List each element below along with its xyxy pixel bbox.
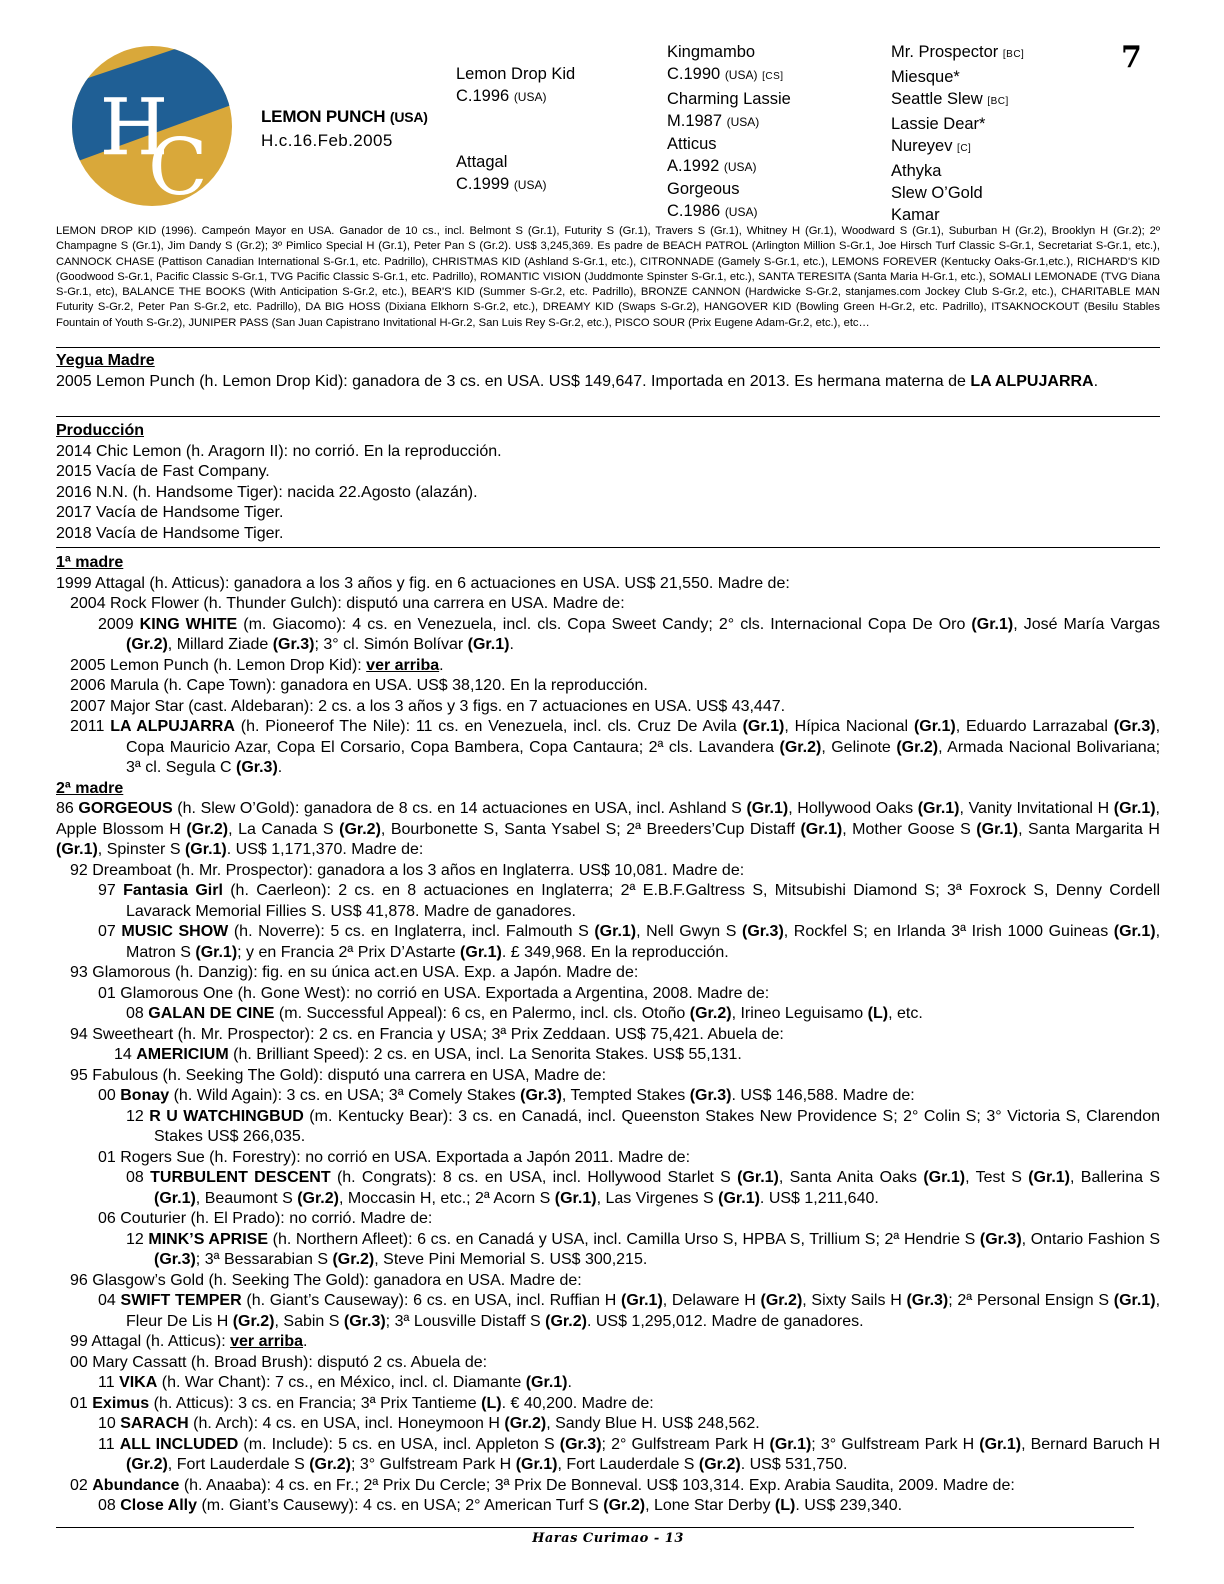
- divider: [56, 347, 1160, 348]
- produccion-section: [56, 421, 1160, 544]
- list-item: 99 Attagal (h. Atticus): ver arriba.: [70, 1333, 308, 1350]
- list-item: 11 VIKA (h. War Chant): 7 cs., en México, incl. cl. Diamante (Gr.1).: [98, 1374, 572, 1391]
- list-item: 01 Rogers Sue (h. Forestry): no corrió en USA. Exportada a Japón 2011. Madre de:: [98, 1148, 691, 1166]
- list-item: 06 Couturier (h. El Prado): no corrió. Madre de:: [98, 1210, 433, 1227]
- catalog-page: [56, 0, 1160, 1584]
- list-item: 95 Fabulous (h. Seeking The Gold): disputó una carrera en USA, Madre de:: [70, 1066, 607, 1084]
- sire-summary: LEMON DROP KID (1996). Campeón Mayor en USA. Ganador de 10 cs., incl. Belmont S (Gr.1), Futurity S (Gr.1), Travers S (Gr.1), Whitney H (Gr.1), Woodward S (Gr.1), Suburban H (Gr.2), Brooklyn H (Gr.2); 2º Champagne S (Gr.1), Jim Dandy S (Gr.2); 3º Pimlico Special H (Gr.1), Peter Pan S (Gr.2). US$ 3,245,369. Es padre de BEACH PATROL (Arlington Million S-Gr.1, Joe Hirsch Turf Classic S-Gr.1, Secretariat S-Gr.1, etc.), CANNOCK CHASE (Pattison Canadian International S-Gr.1, etc. Padrillo), CHRISTMAS KID (Ashland S-Gr.1, etc.), CITRONNADE (Gamely S-Gr.1, etc.), LEMONS FOREVER (Kentucky Oaks-Gr.1,etc.), RICHARD'S KID (Goodwood S-Gr.1, Pacific Classic S-Gr.1, TVG Pacific Classic S-Gr.1, etc. Padrillo), ROMANTIC VISION (Juddmonte Spinster S-Gr.1, etc.), SANTA TERESITA (Santa Maria H-Gr.1, etc.), SOMALI LEMONADE (TVG Diana S-Gr.1, etc), BALANCE THE BOOKS (With Anticipation S-Gr.2, etc.), BEAR'S KID (Summer S-Gr.2, etc. Padrillo), BRONZE CANNON (Hardwicke S-Gr.2, stanjames.com Jockey Club S-Gr.2, etc.), CHARITABLE MAN Futurity S-Gr.2, Peter Pan S-Gr.2, etc. Padrillo), DA BIG HOSS (Dixiana Elkhorn S-Gr.2, etc.), DREAMY KID (Swaps S-Gr.2), HANGOVER KID (Bowling Green H-Gr.2, etc. Padrillo), ITSAKNOCKOUT (Besilu Stables Fountain of Youth S-Gr.2), JUNIPER PASS (San Juan Capistrano Invitational H-Gr.2, San Luis Rey S-Gr.2, etc.), PISCO SOUR (Prix Eugene Adam-Gr.2, etc.), etc…: [56, 225, 1160, 329]
- horse-description: H.c.16.Feb.2005: [261, 131, 393, 150]
- footer-divider: [56, 1527, 1134, 1528]
- list-item: 1999 Attagal (h. Atticus): ganadora a los 3 años y fig. en 6 actuaciones en USA. US$ 21,550. Madre de:: [56, 574, 790, 592]
- section-heading: 1ª madre: [56, 554, 124, 571]
- list-item: 94 Sweetheart (h. Mr. Prospector): 2 cs. en Francia y USA; 3ª Prix Zeddaan. US$ 75,421. Abuela de:: [70, 1025, 784, 1043]
- list-item: 2018 Vacía de Handsome Tiger.: [56, 524, 284, 542]
- list-item: 01 Eximus (h. Atticus): 3 cs. en Francia; 3ª Prix Tantieme (L). € 40,200. Madre de:: [70, 1394, 654, 1412]
- list-item: 10 SARACH (h. Arch): 4 cs. en USA, incl. Honeymoon H (Gr.2), Sandy Blue H. US$ 248,562.: [98, 1415, 760, 1432]
- pedigree-grandparents: Kingmambo C.1990 (USA) [CS] Charming Lassie M.1987 (USA) Atticus A.1992 (USA) Gorgeous C.1986 (USA): [667, 43, 791, 220]
- list-item: 08 GALAN DE CINE (m. Successful Appeal): 6 cs, en Palermo, incl. cls. Otoño (Gr.2), Irineo Leguisamo (L), etc.: [126, 1005, 923, 1022]
- pedigree-great-grandparents: Mr. Prospector [BC] Miesque* Seattle Slew [BC] Lassie Dear* Nureyev [C] Athyka Slew O’Gold Kamar: [891, 43, 1025, 224]
- list-item: 2004 Rock Flower (h. Thunder Gulch): disputó una carrera en USA. Madre de:: [70, 595, 625, 612]
- svg-text:C: C: [148, 123, 208, 208]
- list-item: 08 Close Ally (m. Giant’s Causewy): 4 cs. en USA; 2° American Turf S (Gr.2), Lone Star Derby (L). US$ 239,340.: [98, 1497, 903, 1514]
- list-item: 12 MINK’S APRISE (h. Northern Afleet): 6 cs. en Canadá y USA, incl. Camilla Urso S, HPBA S, Trillium S; 2ª Hendrie S (Gr.3), Ontario Fashion S (Gr.3); 3ª Bessarabian S (Gr.2), Steve Pini Memorial S. US$ 300,215.: [126, 1230, 1160, 1268]
- ver-arriba-link: ver arriba: [366, 656, 440, 674]
- madre-section: [56, 553, 1160, 1517]
- list-item: 14 AMERICIUM (h. Brilliant Speed): 2 cs. en USA, incl. La Senorita Stakes. US$ 55,131.: [114, 1046, 742, 1063]
- list-item: 12 R U WATCHINGBUD (m. Kentucky Bear): 3 cs. en Canadá, incl. Queenston Stakes New Providence S; 2° Colin S; 3° Victoria S, Clarendon Stakes US$ 266,035.: [126, 1107, 1160, 1145]
- list-item: 2016 N.N. (h. Handsome Tiger): nacida 22.Agosto (alazán).: [56, 483, 478, 501]
- section-heading: Producción: [56, 422, 145, 439]
- list-item: 00 Mary Cassatt (h. Broad Brush): disputó 2 cs. Abuela de:: [70, 1353, 488, 1371]
- list-item: 2011 LA ALPUJARRA (h. Pioneerof The Nile): 11 cs. en Venezuela, incl. cls. Cruz De Avila (Gr.1), Hípica Nacional (Gr.1), Eduardo Larrazabal (Gr.3), Copa Mauricio Azar, Copa El Corsario, Copa Bambera, Copa Cantaura; 2ª cls. Lavandera (Gr.2), Gelinote (Gr.2), Armada Nacional Bolivariana; 3ª cl. Segula C (Gr.3).: [70, 718, 1161, 776]
- list-item: 07 MUSIC SHOW (h. Noverre): 5 cs. en Inglaterra, incl. Falmouth S (Gr.1), Nell Gwyn S (Gr.3), Rockfel S; en Irlanda 3ª Irish 1000 Guineas (Gr.1), Matron S (Gr.1); y en Francia 2ª Prix D’Astarte (Gr.1). £ 349,968. En la reproducción.: [98, 923, 1161, 961]
- pedigree-sire: Lemon Drop Kid C.1996 (USA): [456, 65, 576, 105]
- section-heading: Yegua Madre: [56, 352, 155, 369]
- divider: [56, 547, 1160, 548]
- list-item: 92 Dreamboat (h. Mr. Prospector): ganadora a los 3 años en Inglaterra. US$ 10,081. Madre de:: [70, 861, 745, 879]
- lot-number: 7: [1121, 40, 1142, 75]
- list-item: 11 ALL INCLUDED (m. Include): 5 cs. en USA, incl. Appleton S (Gr.3); 2° Gulfstream Park H (Gr.1); 3° Gulfstream Park H (Gr.1), Bernard Baruch H (Gr.2), Fort Lauderdale S (Gr.2); 3° Gulfstream Park H (Gr.1), Fort Lauderdale S (Gr.2). US$ 531,750.: [98, 1435, 1160, 1473]
- list-item: 04 SWIFT TEMPER (h. Giant’s Causeway): 6 cs. en USA, incl. Ruffian H (Gr.1), Delaware H (Gr.2), Sixty Sails H (Gr.3); 2ª Personal Ensign S (Gr.1), Fleur De Lis H (Gr.2), Sabin S (Gr.3); 3ª Lousville Distaff S (Gr.2). US$ 1,295,012. Madre de ganadores.: [98, 1292, 1161, 1330]
- list-item: 97 Fantasia Girl (h. Caerleon): 2 cs. en 8 actuaciones en Inglaterra; 2ª E.B.F.Galtress S, Mitsubishi Diamond S; 3ª Foxrock S, Denny Cordell Lavarack Memorial Fillies S. US$ 41,878. Madre de ganadores.: [98, 882, 1160, 920]
- list-item: 86 GORGEOUS (h. Slew O’Gold): ganadora de 8 cs. en 14 actuaciones en USA, incl. Ashland S (Gr.1), Hollywood Oaks (Gr.1), Vanity Invitational H (Gr.1), Apple Blossom H (Gr.2), La Canada S (Gr.2), Bourbonette S, Santa Ysabel S; 2ª Breeders’Cup Distaff (Gr.1), Mother Goose S (Gr.1), Santa Margarita H (Gr.1), Spinster S (Gr.1). US$ 1,171,370. Madre de:: [56, 800, 1160, 858]
- haras-curimao-logo: [70, 44, 234, 208]
- list-item: 2007 Major Star (cast. Aldebaran): 2 cs. a los 3 años y 3 figs. en 7 actuaciones en USA. US$ 43,447.: [70, 697, 786, 715]
- svg-text:H: H: [100, 83, 169, 173]
- page-footer: Haras Curimao - 13: [532, 1531, 684, 1546]
- yegua-madre-section: Yegua Madre 2005 Lemon Punch (h. Lemon Drop Kid): ganadora de 3 cs. en USA. US$ 149,647. Importada en 2013. Es hermana materna de LA ALPUJARRA.: [56, 351, 1160, 392]
- list-item: 02 Abundance (h. Anaaba): 4 cs. en Fr.; 2ª Prix Du Cercle; 3ª Prix De Bonneval. US$ 103,314. Exp. Arabia Saudita, 2009. Madre de:: [70, 1476, 1015, 1494]
- list-item: 2017 Vacía de Handsome Tiger.: [56, 504, 284, 521]
- horse-name: LEMON PUNCH (USA): [261, 107, 428, 126]
- list-item: 01 Glamorous One (h. Gone West): no corrió en USA. Exportada a Argentina, 2008. Madre de:: [98, 984, 770, 1002]
- list-item: 2006 Marula (h. Cape Town): ganadora en USA. US$ 38,120. En la reproducción.: [70, 677, 648, 694]
- list-item: 96 Glasgow’s Gold (h. Seeking The Gold): ganadora en USA. Madre de:: [70, 1271, 582, 1289]
- list-item: 08 TURBULENT DESCENT (h. Congrats): 8 cs. en USA, incl. Hollywood Starlet S (Gr.1), Santa Anita Oaks (Gr.1), Test S (Gr.1), Ballerina S (Gr.1), Beaumont S (Gr.2), Moccasin H, etc.; 2ª Acorn S (Gr.1), Las Virgenes S (Gr.1). US$ 1,211,640.: [126, 1169, 1161, 1207]
- list-item: 2009 KING WHITE (m. Giacomo): 4 cs. en Venezuela, incl. cls. Copa Sweet Candy; 2° cls. Internacional Copa De Oro (Gr.1), José María Vargas (Gr.2), Millard Ziade (Gr.3); 3° cl. Simón Bolívar (Gr.1).: [98, 615, 1161, 653]
- section-heading: 2ª madre: [56, 779, 124, 797]
- list-item: 93 Glamorous (h. Danzig): fig. en su única act.en USA. Exp. a Japón. Madre de:: [70, 964, 639, 981]
- list-item: 2014 Chic Lemon (h. Aragorn II): no corrió. En la reproducción.: [56, 442, 502, 460]
- pedigree-dam: Attagal C.1999 (USA): [456, 153, 547, 193]
- ver-arriba-link: ver arriba: [230, 1333, 304, 1350]
- list-item: 2005 Lemon Punch (h. Lemon Drop Kid): ver arriba.: [70, 656, 444, 674]
- list-item: 2015 Vacía de Fast Company.: [56, 463, 270, 480]
- list-item: 00 Bonay (h. Wild Again): 3 cs. en USA; 3ª Comely Stakes (Gr.3), Tempted Stakes (Gr.3). US$ 146,588. Madre de:: [98, 1087, 915, 1104]
- divider: [56, 416, 1160, 417]
